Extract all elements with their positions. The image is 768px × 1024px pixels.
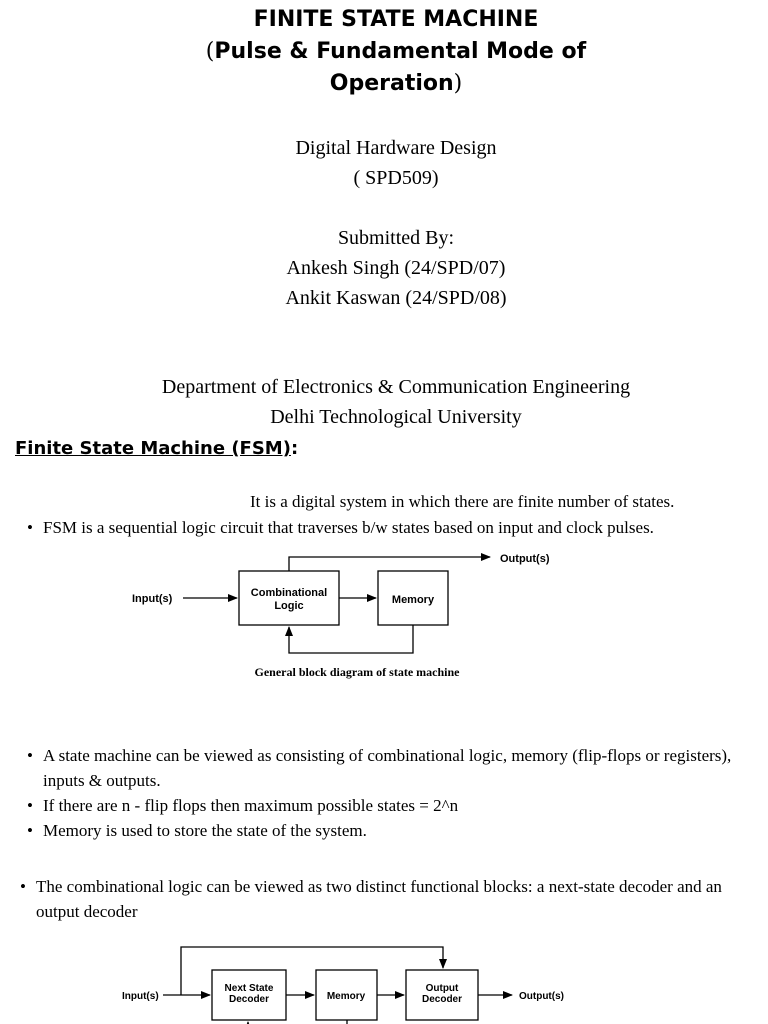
title-open-paren: ( [205, 39, 215, 64]
section-heading [15, 437, 298, 461]
department: Department of Electronics & Communication Engineering [161, 376, 631, 398]
list-item: • Memory is used to store the state of the system. [27, 818, 747, 843]
title-line-3 [0, 68, 768, 100]
comb-label-line-2: Logic [274, 600, 304, 612]
od-label-line-2: Decoder [421, 994, 463, 1005]
section-heading-text: Finite State Machine (FSM) [15, 438, 291, 459]
title-subtitle-part-2: Operation [329, 71, 454, 96]
university: Delhi Technological University [270, 406, 522, 428]
course-name: Digital Hardware Design [295, 137, 497, 159]
author-1: Ankesh Singh (24/SPD/07) [286, 257, 506, 279]
output-arrow [289, 557, 490, 571]
feedback-arrow [289, 625, 413, 653]
decoder-block-diagram [0, 938, 768, 1024]
input-label: Input(s) [132, 593, 173, 605]
comb-label-line-1: Combinational [250, 587, 328, 599]
document-title [0, 4, 768, 100]
list-item: • The combinational logic can be viewed as two distinct functional blocks: a next-state decoder and an output decoder [20, 874, 750, 924]
memory-label: Memory [391, 594, 435, 606]
od-label-line-1: Output [425, 983, 459, 994]
list-item: • A state machine can be viewed as consisting of combinational logic, memory (flip-flops or registers), inputs & outputs. [27, 743, 747, 793]
memory-label-2: Memory [326, 991, 366, 1002]
fsm-block-diagram [0, 545, 768, 690]
nsd-label-line-2: Decoder [228, 994, 270, 1005]
bullet-list-2 [27, 743, 747, 843]
bullet-list-3 [20, 874, 750, 924]
title-line-1: FINITE STATE MACHINE [253, 7, 539, 32]
author-2: Ankit Kaswan (24/SPD/08) [285, 287, 507, 309]
bullet-list-1 [27, 515, 747, 540]
diagram-caption: General block diagram of state machine [254, 665, 460, 679]
submitted-by-label: Submitted By: [337, 227, 455, 249]
list-item: • If there are n - flip flops then maximum possible states = 2^n [27, 793, 747, 818]
nsd-label-line-1: Next State [224, 983, 274, 994]
title-line-2 [0, 36, 768, 68]
input-label-2: Input(s) [122, 991, 159, 1002]
intro-text: It is a digital system in which there are finite number of states. [250, 492, 675, 511]
title-subtitle-part-1: Pulse & Fundamental Mode of [214, 39, 587, 64]
list-item: • FSM is a sequential logic circuit that traverses b/w states based on input and clock pulses. [27, 515, 747, 540]
course-code: ( SPD509) [353, 167, 439, 189]
output-label-2: Output(s) [519, 991, 564, 1002]
section-heading-colon: : [290, 438, 299, 459]
output-label: Output(s) [500, 553, 550, 565]
title-close-paren: ) [453, 71, 463, 96]
